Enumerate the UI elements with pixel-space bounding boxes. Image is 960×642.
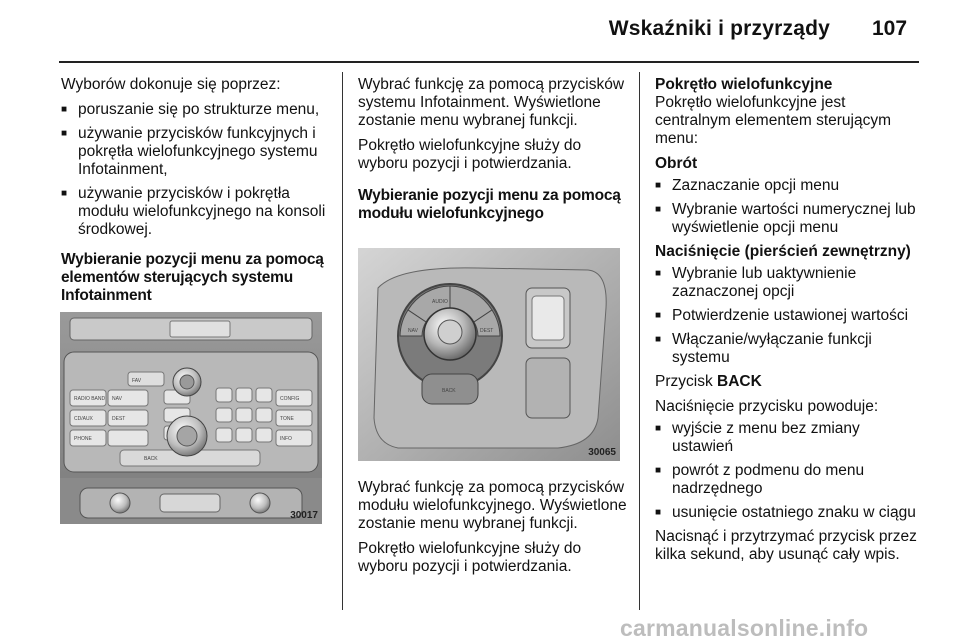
figure-number: 30065 xyxy=(588,447,616,458)
knob-label: DEST xyxy=(480,328,494,334)
knob-label: AUDIO xyxy=(432,299,448,305)
multifunction-module-illustration xyxy=(358,248,620,461)
col3-back-line xyxy=(655,373,925,391)
col3-press-back-intro: Naciśnięcie przycisku powoduje: xyxy=(655,398,879,415)
col2-paragraph: Pokrętło wielofunkcyjne służy do wyboru pozycji i potwierdzania. xyxy=(358,540,582,575)
column-3 xyxy=(655,76,925,571)
panel-label: BACK xyxy=(144,456,158,462)
panel-label: RADIO BAND xyxy=(74,396,106,402)
col1-bullet-list xyxy=(61,101,333,239)
infotainment-panel-figure xyxy=(60,312,322,524)
knob-label: BACK xyxy=(442,388,456,394)
col3-bullet-list xyxy=(655,177,925,237)
col3-bullet-list xyxy=(655,420,925,522)
panel-label: TONE xyxy=(280,416,294,422)
col3-bullet: ■ powrót z podmenu do menu nadrzędnego xyxy=(655,462,925,498)
col1-bullet: ■ używanie przycisków funkcyjnych i pokrętła wielofunkcyjnego systemu Infotainment, xyxy=(61,125,333,179)
col3-back-word: BACK xyxy=(717,373,762,390)
col2-paragraph: Pokrętło wielofunkcyjne służy do wyboru pozycji i potwierdzania. xyxy=(358,137,582,172)
col3-heading: Pokrętło wielofunkcyjne xyxy=(655,76,833,93)
panel-label: PHONE xyxy=(74,436,92,442)
panel-label: INFO xyxy=(280,436,292,442)
col1-heading: Wybieranie pozycji menu za pomocą elementów sterujących systemu Infotainment xyxy=(61,251,324,304)
panel-label: DEST xyxy=(112,416,126,422)
col3-bullet: ■ Włączanie/wyłączanie funkcji systemu xyxy=(655,331,925,367)
col3-bullet-list xyxy=(655,265,925,367)
col3-bullet: ■ usunięcie ostatniego znaku w ciągu xyxy=(655,504,925,522)
header-title: Wskaźniki i przyrządy xyxy=(608,17,830,40)
panel-label: NAV xyxy=(112,396,122,402)
col3-bullet: ■ Wybranie lub uaktywnienie zaznaczonej opcji xyxy=(655,265,925,301)
page-number: 107 xyxy=(872,17,908,40)
col3-outro: Nacisnąć i przytrzymać przycisk przez kilka sekund, aby usunąć cały wpis. xyxy=(655,528,917,563)
header-rule xyxy=(59,61,919,63)
col1-bullet: ■ używanie przycisków i pokrętła modułu wielofunkcyjnego na konsoli środkowej. xyxy=(61,185,333,239)
col1-bullet: ■ poruszanie się po strukturze menu, xyxy=(61,101,333,119)
col3-bullet: ■ Wybranie wartości numerycznej lub wyświetlenie opcji menu xyxy=(655,201,925,237)
col3-bullet: ■ Potwierdzenie ustawionej wartości xyxy=(655,307,925,325)
col3-bullet: ■ wyjście z menu bez zmiany ustawień xyxy=(655,420,925,456)
column-1 xyxy=(61,76,333,311)
col3-subheading: Naciśnięcie (pierścień zewnętrzny) xyxy=(655,243,911,260)
col1-intro: Wyborów dokonuje się poprzez: xyxy=(61,76,281,93)
column-divider xyxy=(342,72,343,610)
col3-subheading: Obrót xyxy=(655,155,698,172)
panel-label: CD/AUX xyxy=(74,416,93,422)
knob-label: NAV xyxy=(408,328,418,334)
column-divider xyxy=(639,72,640,610)
col2-paragraph: Wybrać funkcję za pomocą przycisków systemu Infotainment. Wyświetlone zostanie menu wybranej funkcji. xyxy=(358,76,625,129)
col2-paragraph: Wybrać funkcję za pomocą przycisków modułu wielofunkcyjnego. Wyświetlone zostanie menu wybranej funkcji. xyxy=(358,479,627,532)
col3-bullet: ■ Zaznaczanie opcji menu xyxy=(655,177,925,195)
col3-back-prefix: Przycisk xyxy=(655,373,717,390)
col3-intro: Pokrętło wielofunkcyjne jest centralnym elementem sterującym menu: xyxy=(655,94,892,147)
watermark: carmanualsonline.info xyxy=(620,615,869,641)
panel-label: FAV xyxy=(132,378,142,384)
infotainment-panel-illustration xyxy=(60,312,322,524)
col2-heading: Wybieranie pozycji menu za pomocą modułu wielofunkcyjnego xyxy=(358,187,621,222)
panel-label: CONFIG xyxy=(280,396,300,402)
column-2-lower xyxy=(358,479,630,583)
column-2 xyxy=(358,76,630,229)
figure-number: 30017 xyxy=(290,510,318,521)
multifunction-module-figure xyxy=(358,248,620,461)
